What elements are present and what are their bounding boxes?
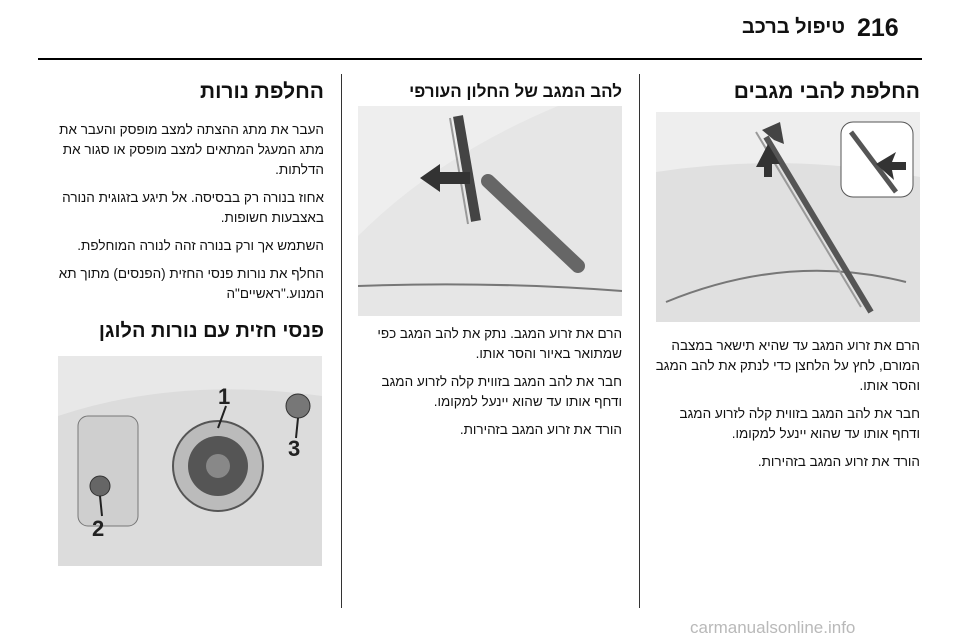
rear-wiper-step-2: חבר את להב המגב בזווית קלה לזרוע המגב ודחף אותו עד שהוא יינעל למקומו.	[381, 374, 622, 409]
rear-wiper-figure	[358, 106, 622, 316]
callout-2: 2	[92, 516, 105, 541]
bulb-step-4: החלף את נורות פנסי החזית (הפנסים) מתוך תא המנוע."ראשיים"ה	[58, 266, 324, 301]
bulb-section-title: החלפת נורות	[200, 80, 324, 103]
watermark: carmanualsonline.info	[690, 618, 856, 637]
bulb-instructions	[38, 120, 324, 312]
wiper-step-1: הרם את זרוע המגב עד שהיא תישאר במצבה המורם, לחץ על הלחצן כדי לנתק את להב המגב והסר אותו.	[655, 338, 920, 393]
column-divider-right	[639, 74, 640, 608]
rear-wiper-instructions	[356, 324, 622, 448]
halogen-subtitle: פנסי חזית עם נורות הלוגן	[98, 320, 324, 342]
page-number: 216	[857, 14, 899, 42]
bulb-step-3: השתמש אך ורק בנורה זהה לנורה המוחלפת.	[77, 238, 324, 253]
rear-wiper-section	[356, 78, 622, 105]
rear-wiper-title: להב המגב של החלון העורפי	[409, 82, 622, 101]
rear-wiper-step-3: הורד את זרוע המגב בזהירות.	[459, 422, 622, 437]
header-rule	[38, 58, 922, 60]
wiper-step-3: הורד את זרוע המגב בזהירות.	[757, 454, 920, 469]
bulb-step-2: אחוז בנורה רק בבסיסה. אל תיגע בזגוגית הנורה באצבעות חשופות.	[62, 190, 324, 225]
wiper-instructions	[654, 336, 920, 480]
wiper-section-title: החלפת להבי מגבים	[733, 80, 920, 103]
halogen-subsection	[38, 318, 324, 345]
windshield-wiper-figure	[656, 112, 920, 322]
bulb-step-1: העבר את מתג ההצתה למצב מופסק והעבר את מתג המעגל המתאים למצב מופסק או סגור את הדלתות.	[59, 122, 324, 177]
wiper-blade-section	[654, 78, 920, 105]
headlight-figure	[58, 356, 322, 566]
rear-wiper-step-1: הרם את זרוע המגב. נתק את להב המגב כפי שמתואר באיור והסר אותו.	[377, 326, 622, 361]
column-divider-left	[341, 74, 342, 608]
callout-1: 1	[218, 384, 231, 409]
wiper-step-2: חבר את להב המגב בזווית קלה לזרוע המגב ודחף אותו עד שהוא יינעל למקומו.	[679, 406, 920, 441]
bulb-replacement-section	[38, 78, 324, 105]
callout-3: 3	[288, 436, 301, 461]
section-title: טיפול ברכב	[741, 16, 845, 38]
